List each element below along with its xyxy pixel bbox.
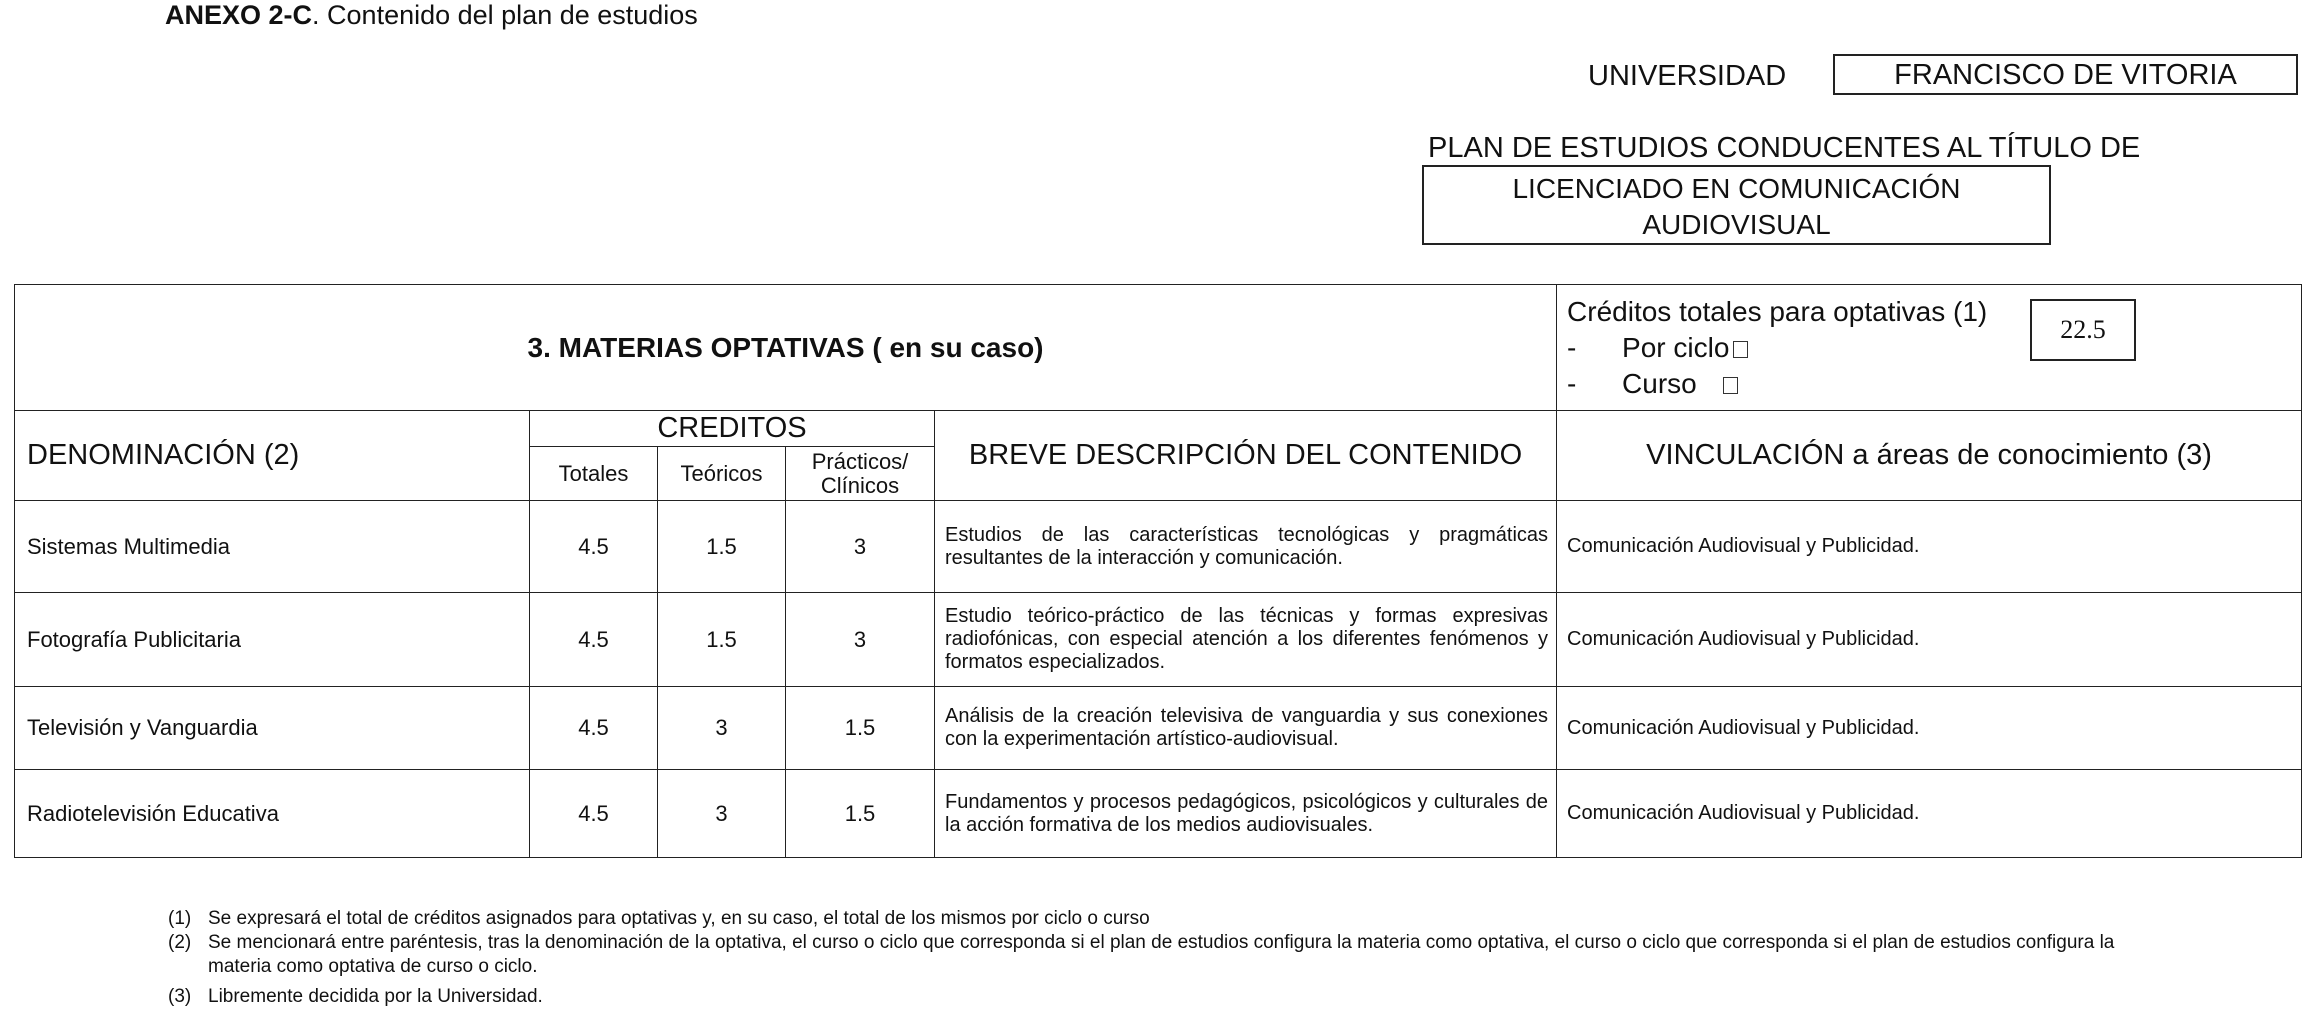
curso-label: Curso bbox=[1622, 367, 1697, 399]
credits-totales: 4.5 bbox=[530, 770, 658, 858]
annex-title bbox=[165, 0, 698, 31]
footnote-text: Libremente decidida por la Universidad. bbox=[208, 986, 543, 1007]
col-descripcion: BREVE DESCRIPCIÓN DEL CONTENIDO bbox=[935, 411, 1557, 501]
footnote-number: (3) bbox=[168, 986, 192, 1007]
subject-description: Estudio teórico-práctico de las técnicas y formas expresivas radiofónicas, con especial atención a los diferentes fenómenos y formatos especializados. bbox=[935, 593, 1557, 687]
por-ciclo-label: Por ciclo bbox=[1622, 331, 1730, 363]
col-teoricos: Teóricos bbox=[658, 447, 786, 501]
credits-practicos: 3 bbox=[786, 593, 935, 687]
university-name-box: FRANCISCO DE VITORIA bbox=[1833, 54, 2298, 95]
table-row bbox=[15, 593, 2302, 687]
subject-vinculacion: Comunicación Audiovisual y Publicidad. bbox=[1557, 770, 2302, 858]
subject-vinculacion: Comunicación Audiovisual y Publicidad. bbox=[1557, 501, 2302, 593]
footnote-2 bbox=[168, 931, 2158, 979]
subject-vinculacion: Comunicación Audiovisual y Publicidad. bbox=[1557, 687, 2302, 770]
footnote-number: (1) bbox=[168, 908, 192, 929]
por-ciclo-line bbox=[1567, 330, 2301, 366]
por-ciclo-dash: - bbox=[1567, 331, 1577, 363]
footnote-text: Se expresará el total de créditos asignados para optativas y, en su caso, el total de los mismos por ciclo o curso bbox=[208, 908, 1150, 929]
footnote-text: Se mencionará entre paréntesis, tras la denominación de la optativa, el curso o ciclo que corresponda si el plan de estudios configura la materia como optativa, el curso o ciclo que corresponda si el plan de estudios configura la materia como optativa de curso o ciclo. bbox=[208, 932, 2115, 977]
col-denominacion: DENOMINACIÓN (2) bbox=[15, 411, 530, 501]
university-label: UNIVERSIDAD bbox=[1588, 60, 1787, 92]
credits-teoricos: 1.5 bbox=[658, 593, 786, 687]
subject-description: Fundamentos y procesos pedagógicos, psicológicos y culturales de la acción formativa de los medios audiovisuales. bbox=[935, 770, 1557, 858]
table-row bbox=[15, 687, 2302, 770]
subject-name: Fotografía Publicitaria bbox=[15, 593, 530, 687]
col-creditos: CREDITOS bbox=[530, 411, 935, 447]
optatives-label: Créditos totales para optativas (1) bbox=[1567, 295, 1988, 327]
section-header-row bbox=[15, 285, 2302, 411]
por-ciclo-checkbox[interactable] bbox=[1733, 341, 1748, 358]
section-title: 3. MATERIAS OPTATIVAS ( en su caso) bbox=[15, 285, 1557, 411]
footnotes bbox=[168, 907, 2158, 1009]
plan-title: PLAN DE ESTUDIOS CONDUCENTES AL TÍTULO DE bbox=[1428, 132, 2141, 164]
subject-description: Estudios de las características tecnológicas y pragmáticas resultantes de la interacción y comunicación. bbox=[935, 501, 1557, 593]
subject-vinculacion: Comunicación Audiovisual y Publicidad. bbox=[1557, 593, 2302, 687]
optional-subjects-table bbox=[14, 284, 2302, 858]
optatives-total-box: 22.5 bbox=[2030, 299, 2136, 361]
credits-totales: 4.5 bbox=[530, 501, 658, 593]
table-row bbox=[15, 501, 2302, 593]
subject-name: Radiotelevisión Educativa bbox=[15, 770, 530, 858]
credits-totales: 4.5 bbox=[530, 593, 658, 687]
table-row bbox=[15, 770, 2302, 858]
subject-name: Sistemas Multimedia bbox=[15, 501, 530, 593]
col-practicos bbox=[786, 447, 935, 501]
curso-checkbox[interactable] bbox=[1723, 377, 1738, 394]
optatives-credits-cell bbox=[1557, 285, 2302, 411]
annex-subtitle: . Contenido del plan de estudios bbox=[312, 0, 698, 30]
annex-number: ANEXO 2-C bbox=[165, 0, 313, 30]
credits-teoricos: 3 bbox=[658, 770, 786, 858]
credits-practicos: 1.5 bbox=[786, 770, 935, 858]
credits-teoricos: 3 bbox=[658, 687, 786, 770]
subject-name: Televisión y Vanguardia bbox=[15, 687, 530, 770]
col-practicos-line1: Prácticos/ bbox=[811, 448, 909, 474]
curso-dash: - bbox=[1567, 367, 1577, 399]
col-practicos-line2: Clínicos bbox=[820, 472, 900, 498]
footnote-3 bbox=[168, 985, 2158, 1009]
curso-line bbox=[1567, 366, 2301, 402]
col-vinculacion: VINCULACIÓN a áreas de conocimiento (3) bbox=[1557, 411, 2302, 501]
col-totales: Totales bbox=[530, 447, 658, 501]
credits-practicos: 3 bbox=[786, 501, 935, 593]
column-header-row-1 bbox=[15, 411, 2302, 447]
degree-line-2: AUDIOVISUAL bbox=[1642, 209, 1831, 240]
degree-box bbox=[1422, 165, 2051, 245]
footnote-number: (2) bbox=[168, 932, 192, 953]
subject-description: Análisis de la creación televisiva de vanguardia y sus conexiones con la experimentación artístico-audiovisual. bbox=[935, 687, 1557, 770]
credits-totales: 4.5 bbox=[530, 687, 658, 770]
credits-practicos: 1.5 bbox=[786, 687, 935, 770]
degree-line-1: LICENCIADO EN COMUNICACIÓN bbox=[1512, 173, 1961, 204]
credits-teoricos: 1.5 bbox=[658, 501, 786, 593]
footnote-1 bbox=[168, 907, 2158, 931]
